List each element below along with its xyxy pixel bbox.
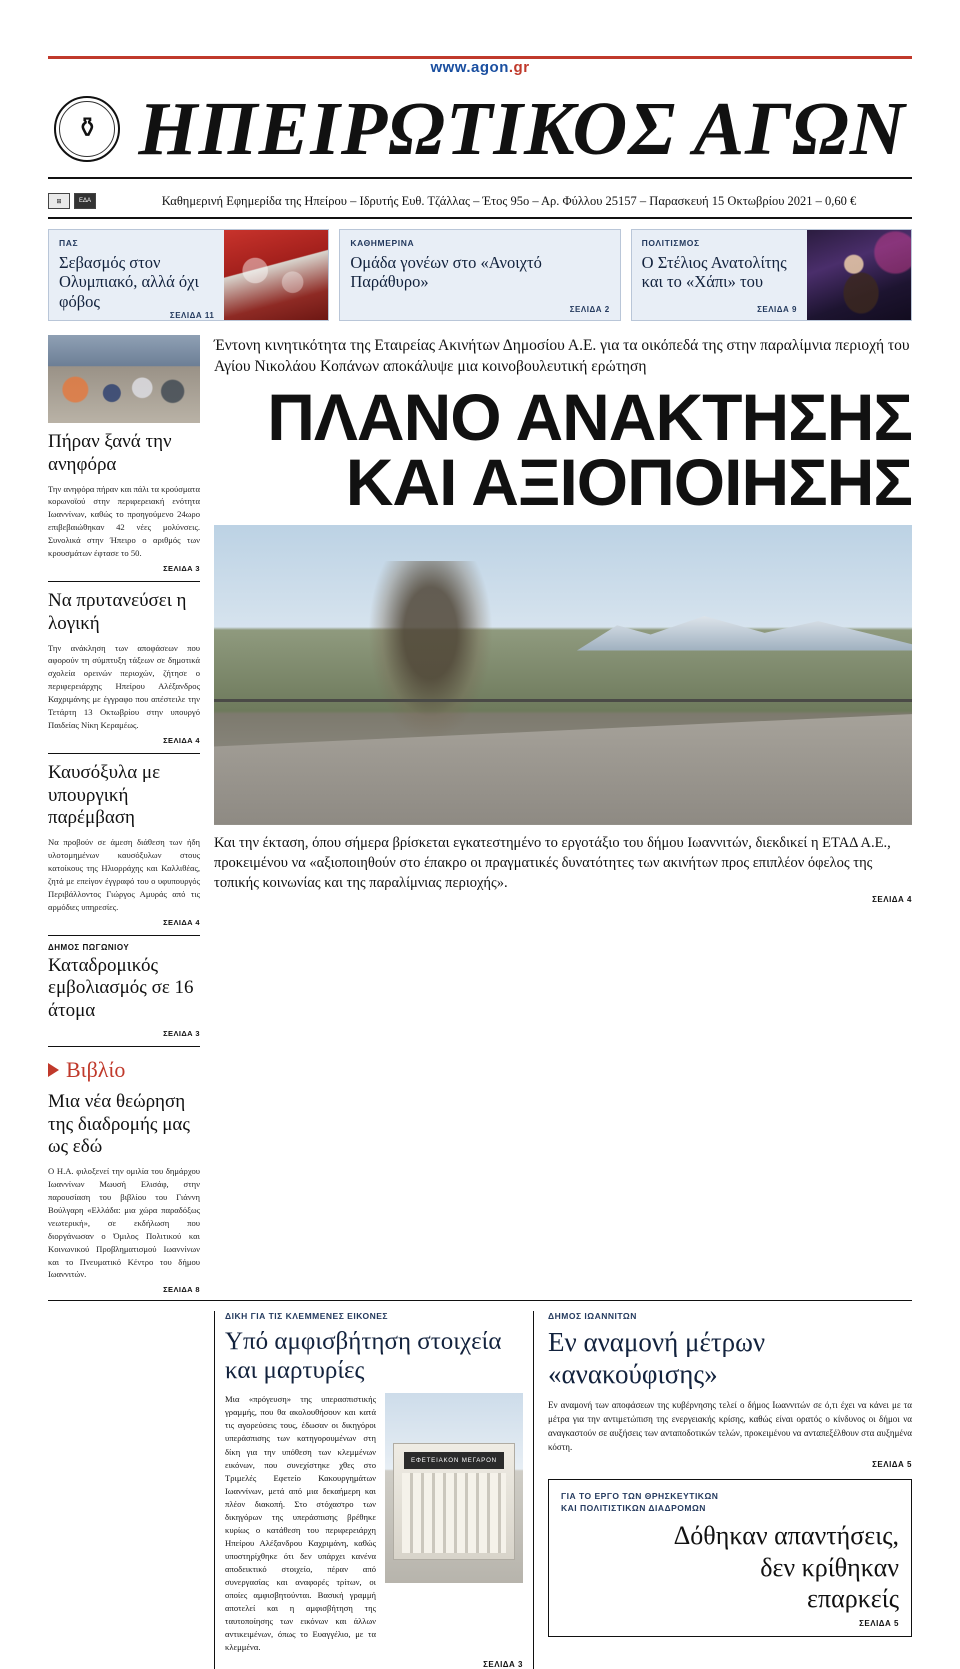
lead-headline — [214, 380, 912, 519]
teaser-kicker: ΚΑΘΗΜΕΡΙΝΑ — [350, 238, 415, 248]
bottom-body: Εν αναμονή των αποφάσεων της κυβέρνησης τελεί ο δήμος Ιωαννιτών σε ό,τι έχει να κάνει με τα μέτρα για την αντιμετώπιση της ενεργειακής κρίσης, καθώς είναι ορατός ο κίνδυνος οι δήμοι να αναγκαστούν σε αυξήσεις των ανταποδοτικών τελών, προκειμένου να ανταπεξέλθουν στα αυξημένα κόστη. — [548, 1400, 912, 1452]
teaser-kicker: ΠΑΣ — [59, 238, 79, 248]
bottom-kicker: ΔΗΜΟΣ ΙΩΑΝΝΙΤΩΝ — [548, 1311, 637, 1322]
masthead-rule-top — [48, 177, 912, 179]
sidebar-divider — [48, 935, 200, 936]
teaser-kicker: ΠΟΛΙΤΙΣΜΟΣ — [641, 238, 700, 248]
masthead-badges — [48, 193, 96, 209]
sidebar-page-ref: ΣΕΛΙΔΑ 4 — [163, 917, 200, 927]
bottom-page-ref: ΣΕΛΙΔΑ 5 — [872, 1459, 912, 1469]
sidebar-article-firewood[interactable] — [48, 762, 200, 927]
sidebar-body: Την ανάκληση των αποφάσεων που αφορούν τη σύμπτυξη τάξεων σε δημοτικά σχολεία ορεινών περιοχών, ζήτησε ο περιφερειάρχης Ηπείρου Αλέξανδρος Καχριμάνης με έγγραφο που απέστειλε την Τετάρτη 13 Οκτωβρίου στην υπουργό Παιδείας Νίκη Κεραμέως. — [48, 642, 200, 730]
sidebar-divider — [48, 581, 200, 582]
sidebar-page-ref: ΣΕΛΙΔΑ 4 — [163, 735, 200, 745]
bottom-kicker: ΔΙΚΗ ΓΙΑ ΤΙΣ ΚΛΕΜΜΕΝΕΣ ΕΙΚΟΝΕΣ — [225, 1311, 388, 1322]
teaser-photo-singer — [807, 230, 911, 320]
masthead — [48, 87, 912, 171]
sidebar-article-schools[interactable] — [48, 590, 200, 745]
teaser-headline: Ο Στέλιος Ανατολίτης και το «Χάπι» του — [641, 253, 787, 292]
teaser-card-daily[interactable] — [339, 229, 620, 321]
sidebar-page-ref: ΣΕΛΙΔΑ 3 — [163, 563, 200, 573]
bottom-body: Μια «πρόγευση» της υπερασπιστικής γραμμής, που θα ακολουθήσουν και κατά τις αγορεύσεις τους, έδωσαν οι δικηγόροι υπεράσπισης των κατηγορουμένων στη δίκη για την υπόθεση των κλεμμένων εικόνων, που συνεχίστηκε χθες στο Τριμελές Εφετείο Κακουργημάτων Ιωαννίνων, μετά από μια δεκαήμερη και πλέον διακοπή. Στο στόχαστρο των δικηγόρων της υπεράσπισης βρέθηκε κυρίως ο κατάθεση του περιφερειάρχη Ηπείρου Αλέξανδρου Καχριμάνη, καθώς υποστηρίχθηκε ότι δεν υπάρχει κανένα αποδεικτικό στοιχείο, πέραν από συνεργασίας και αναφορές τρίτων, οι οποίες αμφισβητούνται. Βασική γραμμή αποτελεί και η αμφισβήτηση της ταυτοποίησης των εικόνων και άλλων αντικειμένων, όπως το Ευαγγέλιο, με τα κλεμμένα. — [225, 1394, 376, 1653]
lead-headline-line2: ΚΑΙ ΑΞΙΟΠΟΙΗΣΗΣ — [345, 444, 912, 519]
sidebar-headline: Πήραν ξανά την ανηφόρα — [48, 431, 172, 475]
teaser-page-ref: ΣΕΛΙΔΑ 11 — [169, 311, 215, 321]
bottom-boxed-article[interactable] — [548, 1479, 912, 1637]
bottom-headline: Εν αναμονή μέτρων «ανακούφισης» — [548, 1327, 766, 1390]
bottom-photo-courthouse — [385, 1393, 523, 1583]
sidebar-headline: Να πρυτανεύσει η λογική — [48, 589, 187, 634]
teaser-photo-football — [224, 230, 328, 320]
bottom-divider — [48, 1300, 912, 1301]
page-title: ΗΠΕΙΡΩΤΙΚΟΣ ΑΓΩΝ — [138, 87, 906, 171]
lead-page-ref: ΣΕΛΙΔΑ 4 — [872, 895, 912, 905]
teaser-card-culture[interactable] — [631, 229, 912, 321]
sidebar-divider — [48, 753, 200, 754]
teaser-page-ref: ΣΕΛΙΔΑ 2 — [569, 305, 610, 314]
boxed-headline: Δόθηκαν απαντήσεις, δεν κρίθηκαν επαρκείς — [673, 1521, 899, 1613]
press-badge-icon: ⊞ — [48, 193, 70, 209]
sidebar-headline: Καυσόξυλα με υπουργική παρέμβαση — [48, 761, 161, 829]
newspaper-logo-icon: ⚱ — [54, 96, 120, 162]
lead-intro: Έντονη κινητικότητα της Εταιρείας Ακινήτων Δημοσίου Α.Ε. για τα οικόπεδά της στην παραλίμνια περιοχή του Αγίου Νικολάου Κοπάνων αποκάλυψε μια κοινοβουλευτική ερώτηση — [214, 337, 910, 376]
main-content — [48, 335, 912, 1294]
eda-badge-icon: ΕΔΑ — [74, 193, 96, 209]
bottom-article-municipality[interactable] — [548, 1311, 912, 1668]
masthead-rule-bottom — [48, 217, 912, 219]
bottom-section — [48, 1311, 912, 1668]
sidebar-page-ref: ΣΕΛΙΔΑ 3 — [163, 1028, 200, 1038]
lead-photo-roadside-plot — [214, 525, 912, 825]
sidebar-headline: Μια νέα θεώρηση της διαδρομής μας ως εδώ — [48, 1090, 190, 1158]
newspaper-front-page — [0, 56, 960, 1669]
bottom-page-ref: ΣΕΛΙΔΑ 3 — [483, 1659, 523, 1669]
issue-info: Καθημερινή Εφημερίδα της Ηπείρου – Ιδρυτής Ευθ. Τζάλλας – Έτος 95ο – Αρ. Φύλλου 25157 – Παρασκευή 15 Οκτωβρίου 2021 – 0,60 € — [161, 193, 857, 208]
boxed-kicker: ΓΙΑ ΤΟ ΕΡΓΟ ΤΩΝ ΘΡΗΣΚΕΥΤΙΚΩΝ ΚΑΙ ΠΟΛΙΤΙΣΤΙΚΩΝ ΔΙΑΔΡΟΜΩΝ — [561, 1490, 719, 1514]
section-label-book: Βιβλίο — [66, 1056, 126, 1082]
sidebar-body: Την ανηφόρα πήραν και πάλι τα κρούσματα κορωνοϊού στην περιφερειακή ενότητα Ιωαννίνων, καθώς το προηγούμενο 24ωρο επιβεβαιώθηκαν 42 νέες μολύνσεις. Συνολικά στην Ήπειρο ο αριθμός των κρουσμάτων έφτασε το 50. — [48, 483, 200, 559]
lead-headline-line1: ΠΛΑΝΟ ΑΝΑΚΤΗΣΗΣ — [267, 380, 912, 455]
sidebar-photo-crowd — [48, 335, 200, 423]
masthead-strapline — [48, 193, 912, 217]
sidebar-page-ref: ΣΕΛΙΔΑ 8 — [163, 1285, 200, 1295]
lead-story — [214, 335, 912, 1294]
sidebar-article-pogoni[interactable] — [48, 943, 200, 1038]
boxed-page-ref: ΣΕΛΙΔΑ 5 — [859, 1618, 899, 1628]
sidebar-article-covid[interactable] — [48, 431, 200, 573]
website-url[interactable]: www.agon.gr — [430, 59, 530, 76]
sidebar-kicker: ΔΗΜΟΣ ΠΩΓΩΝΙΟΥ — [48, 942, 130, 952]
teaser-card-sports[interactable] — [48, 229, 329, 321]
website-url-line — [48, 59, 912, 77]
left-sidebar — [48, 335, 200, 1294]
lead-caption: Και την έκταση, όπου σήμερα βρίσκεται εγκατεστημένο το εργοτάξιο του δήμου Ιωαννιτών, διεκδικεί η ΕΤΑΔ Α.Ε., προκειμένου να «αξιοποιηθούν στο έπακρο οι πραγματικές δυνατότητες των ακινήτων προς επιπλέον όφελος της τοπικής κοινωνίας και της παραλίμνιας περιοχής». — [214, 834, 891, 892]
bottom-headline: Υπό αμφισβήτηση στοιχεία και μαρτυρίες — [225, 1328, 502, 1385]
teaser-page-ref: ΣΕΛΙΔΑ 9 — [757, 305, 797, 314]
courthouse-sign-label: ΕΦΕΤΕΙΑΚΟΝ ΜΕΓΑΡΟΝ — [404, 1452, 503, 1469]
teaser-headline: Σεβασμός στον Ολυμπιακό, αλλά όχι φόβος — [59, 253, 199, 311]
teaser-headline: Ομάδα γονέων στο «Ανοιχτό Παράθυρο» — [350, 253, 542, 292]
sidebar-divider — [48, 1046, 200, 1047]
bottom-article-trial[interactable] — [214, 1311, 534, 1668]
sidebar-section-book[interactable] — [48, 1057, 200, 1294]
sidebar-headline: Καταδρομικός εμβολιασμός σε 16 άτομα — [48, 954, 194, 1022]
sidebar-body: Ο Η.Α. φιλοξενεί την ομιλία του δημάρχου Ιωαννίνων Μωυσή Ελισάφ, στην παρουσίαση του βιβλίου του Γιάννη Βούλγαρη «Ελλάδα: μια χώρα παραδόξως νεωτερική», σε εκδήλωση που διοργάνωσαν ο Όμιλος Πολιτικού και Κοινωνικού Προβληματισμού Ιωαννίνων και το Πνευματικό Κέντρο του δήμου Ιωαννιτών. — [48, 1166, 200, 1280]
teaser-row — [48, 229, 912, 321]
triangle-bullet-icon — [48, 1063, 59, 1077]
sidebar-body: Να προβούν σε άμεση διάθεση των ήδη υλοτομημένων καυσόξυλων στους κατοίκους της Ηλιορράχης και Καλλιθέας, ζητά με επείγον έγγραφό του ο υφυπουργός Περιβάλλοντος Γιώργος Αμυράς από τις αρμόδιες υπηρεσίες. — [48, 837, 200, 912]
